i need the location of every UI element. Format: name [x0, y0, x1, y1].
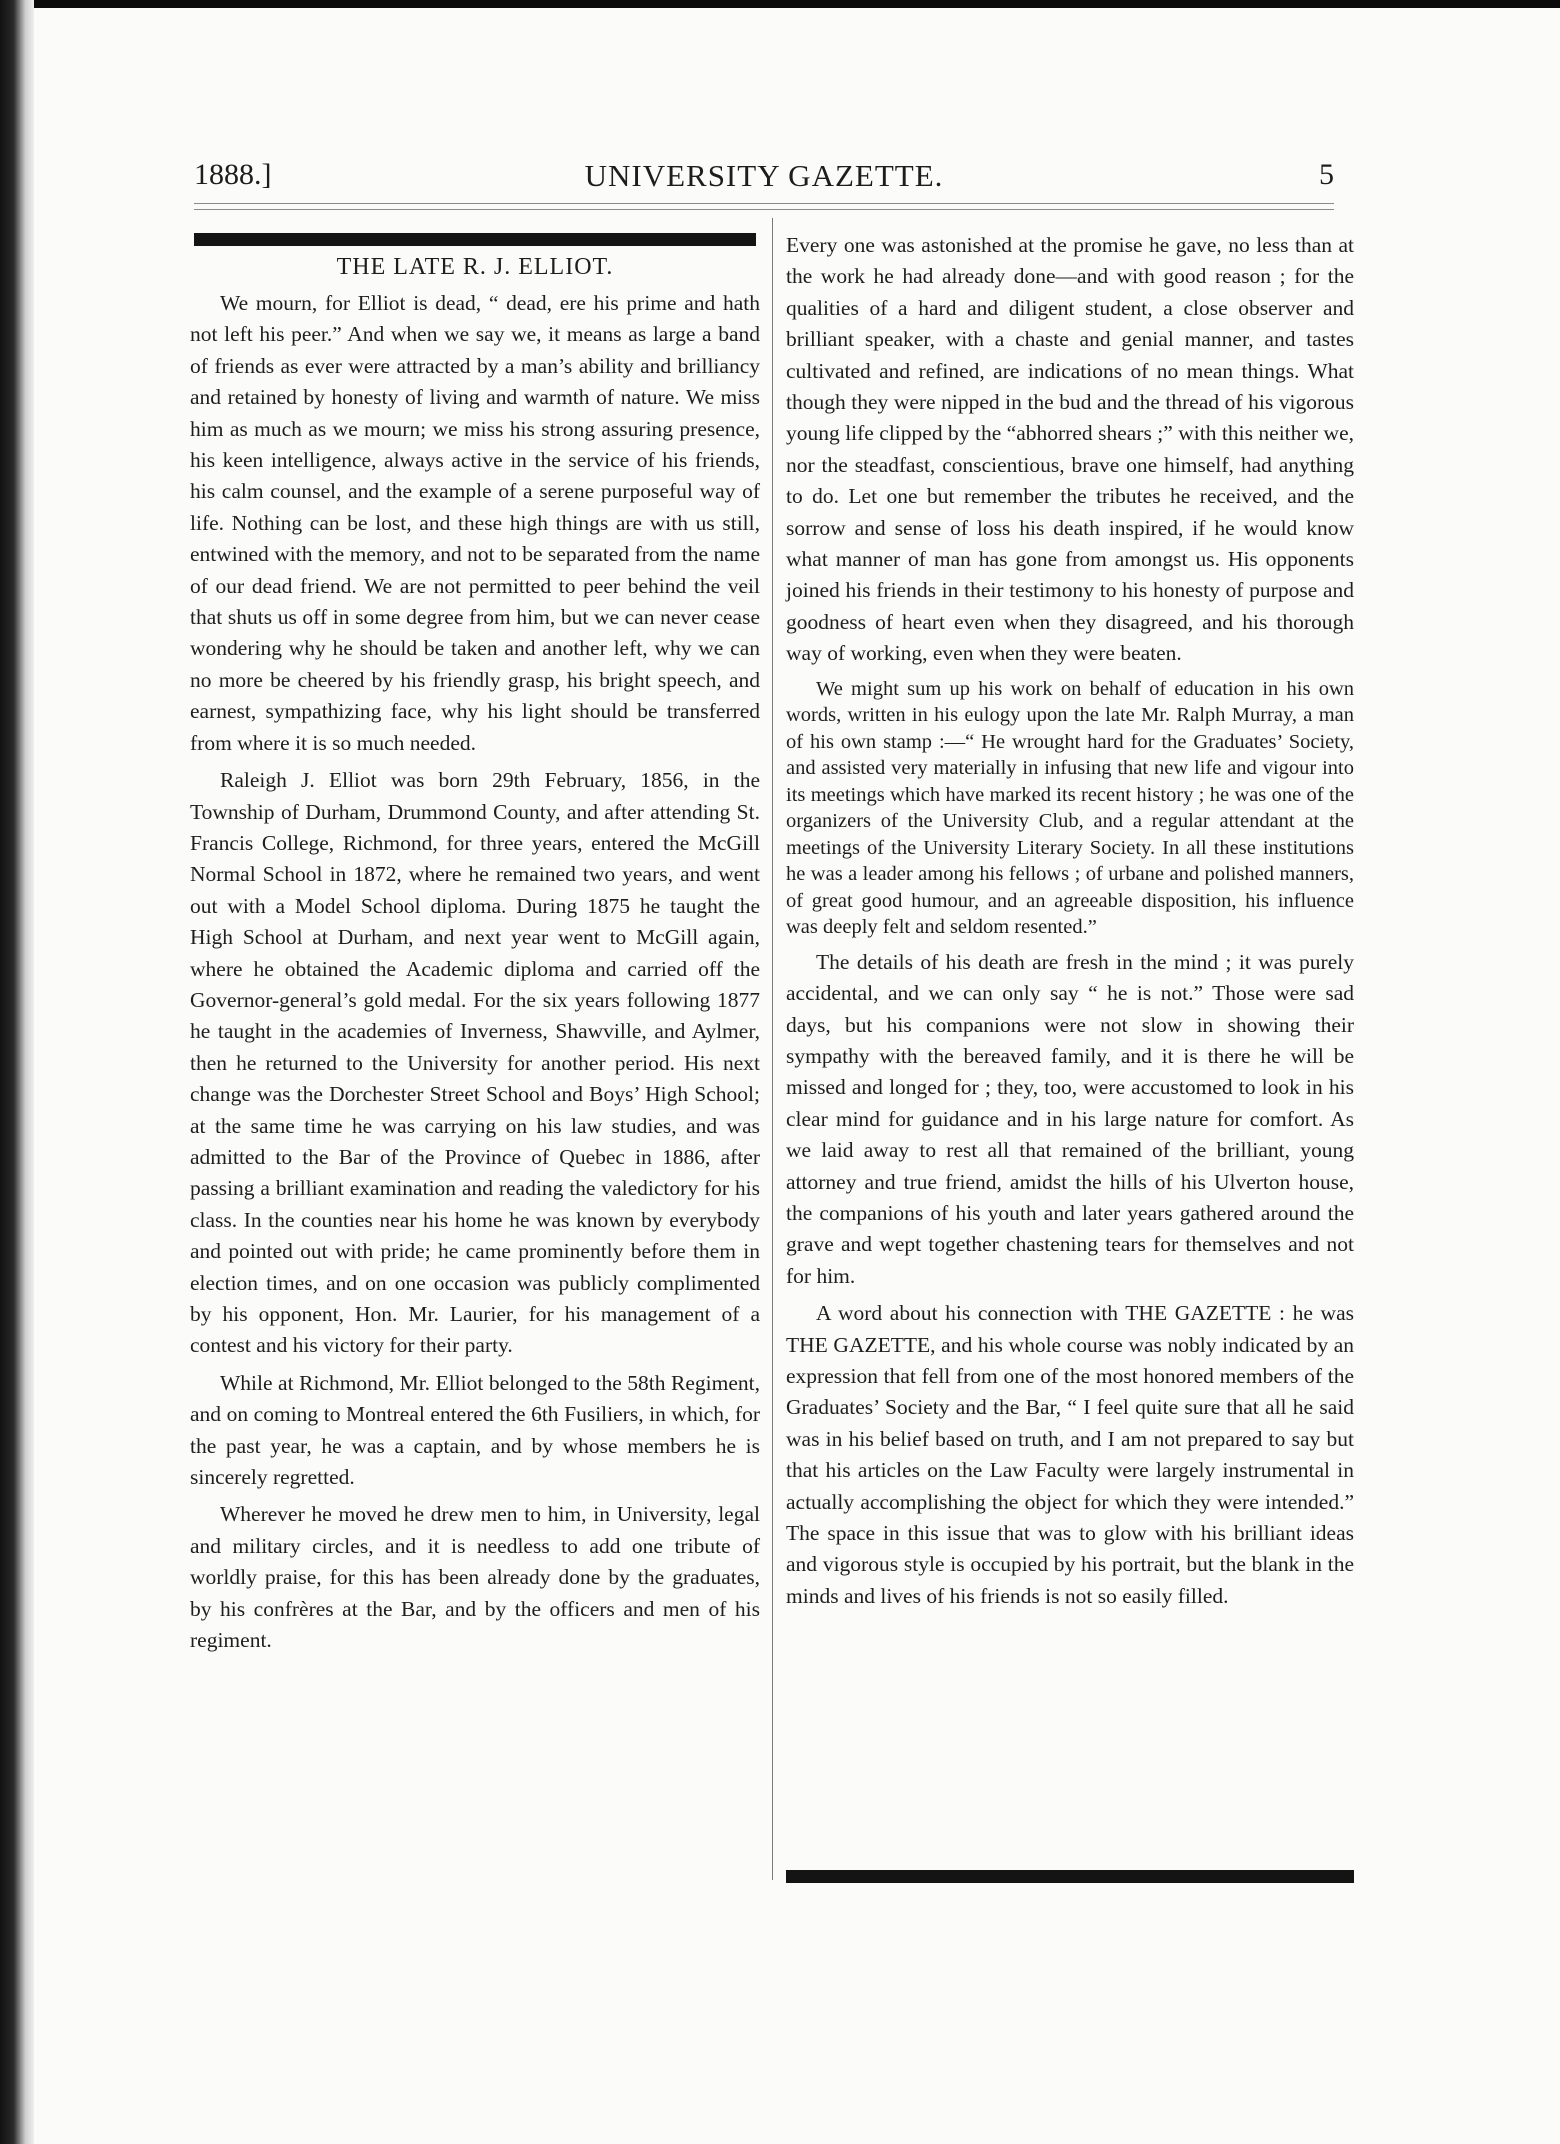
header-year: 1888.] [194, 158, 272, 191]
header-rule-lower [194, 209, 1334, 210]
running-header [194, 158, 1334, 198]
paragraph-mourning: We mourn, for Elliot is dead, “ dead, ere his prime and hath not left his peer.” And when we say we, it means as large a band of friends as ever were attracted by a man’s ability and brilliancy and retained by honesty of living and warmth of nature. We miss him as much as we mourn; we miss his strong assuring presence, his keen intelligence, always active in the service of his friends, his calm counsel, and the example of a serene purposeful way of life. Nothing can be lost, and these high things are with us still, entwined with the memory, and not to be separated from the name of our dead friend. We are not permitted to peer behind the veil that shuts us off in some degree from him, but we can never cease wondering why he should be taken and another left, why we can no more be cheered by his friendly grasp, his bright speech, and earnest, sympathizing face, why his light should be transferred from where it is so much needed. [190, 291, 760, 755]
paragraph-death-details: The details of his death are fresh in the mind ; it was purely accidental, and we can only say “ he is not.” Those were sad days, but his companions were not slow in showing their sympathy with the bereaved family, and it is there he will be missed and longed for ; they, too, were accustomed to look in his clear mind for guidance and in his large nature for comfort. As we laid away to rest all that remained of the brilliant, young attorney and true friend, amidst the hills of his Ulverton house, the companions of his youth and later years gathered around the grave and wept together chastening tears for themselves and not for him. [786, 949, 1354, 1288]
right-column [786, 230, 1354, 1612]
header-rule-upper [194, 203, 1334, 204]
paragraph-regiment: While at Richmond, Mr. Elliot belonged to the 58th Regiment, and on coming to Montreal entered the 6th Fusiliers, in which, for the past year, he was a captain, and by whose members he is sincerely regretted. [190, 1370, 760, 1490]
column-divider [772, 218, 773, 1880]
left-column [190, 250, 760, 1656]
publication-title: UNIVERSITY GAZETTE. [584, 158, 944, 193]
paragraph-tributes-start: Wherever he moved he drew men to him, in University, legal and military circles, and it is needless to add one tribute of worldly praise, for this has been already done by the graduates, by his confrères at the Bar, and by the officers and men of his regiment. [190, 1502, 760, 1653]
paragraph-gazette-connection: A word about his connection with THE GAZETTE : he was THE GAZETTE, and his whole course was nobly indicated by an expression that fell from one of the most honored members of the Graduates’ Society and the Bar, “ I feel quite sure that all he said was in his belief based on truth, and I am not prepared to say but that his articles on the Law Faculty were largely instrumental in actually accomplishing the object for which they were intended.” The space in this issue that was to glow with his brilliant ideas and vigorous style is occupied by his portrait, but the blank in the minds and lives of his friends is not so easily filled. [786, 1301, 1354, 1608]
paragraph-tributes-continued: Every one was astonished at the promise he gave, no less than at the work he had already done—and with good reason ; for the qualities of a hard and diligent student, a close observer and brilliant speaker, with a chaste and genial manner, and tastes cultivated and refined, are indications of no mean things. What though they were nipped in the bud and the thread of his vigorous young life clipped by the “abhorred shears ;” with this neither we, nor the steadfast, conscientious, brave one himself, had anything to do. Let one but remember the tributes he received, and the sorrow and sense of loss his death inspired, if he would know what manner of man has gone from amongst us. His opponents joined his friends in their testimony to his honesty of purpose and goodness of heart even when they disagreed, and his thorough way of working, even when they were beaten. [786, 233, 1354, 666]
article-bottom-rule [786, 1870, 1354, 1883]
page-binding-edge [0, 0, 34, 2144]
article-top-rule [194, 233, 756, 246]
paragraph-eulogy-quote: We might sum up his work on behalf of education in his own words, written in his eulogy upon the late Mr. Ralph Murray, a man of his own stamp :—“ He wrought hard for the Graduates’ Society, and assisted very materially in infusing that new life and vigour into its meetings which have marked its recent history ; he was one of the organizers of the University Club, and a regular attendant at the meetings of the University Literary Society. In all these institutions he was a leader among his fellows ; of urbane and polished manners, of great good humour, and an agreeable disposition, his influence was deeply felt and seldom resented.” [786, 677, 1354, 939]
article-title: THE LATE R. J. ELLIOT. [336, 254, 614, 280]
paragraph-biography: Raleigh J. Elliot was born 29th February, 1856, in the Township of Durham, Drummond County, and after attending St. Francis College, Richmond, for three years, entered the McGill Normal School in 1872, where he remained two years, and went out with a Model School diploma. During 1875 he taught the High School at Durham, and next year went to McGill again, where he obtained the Academic diploma and carried off the Governor-general’s gold medal. For the six years following 1877 he taught in the academies of Inverness, Shawville, and Aylmer, then he returned to the University for another period. His next change was the Dorchester Street School and Boys’ High School; at the same time he was carrying on his law studies, and was admitted to the Bar of the Province of Quebec in 1886, after passing a brilliant examination and reading the valedictory for his class. In the counties near his home he was known by everybody and pointed out with pride; he came prominently before them in election times, and on one occasion was publicly complimented by his opponent, Hon. Mr. Laurier, for his management of a contest and his victory for their party. [190, 768, 760, 1358]
page-number: 5 [1319, 158, 1334, 191]
